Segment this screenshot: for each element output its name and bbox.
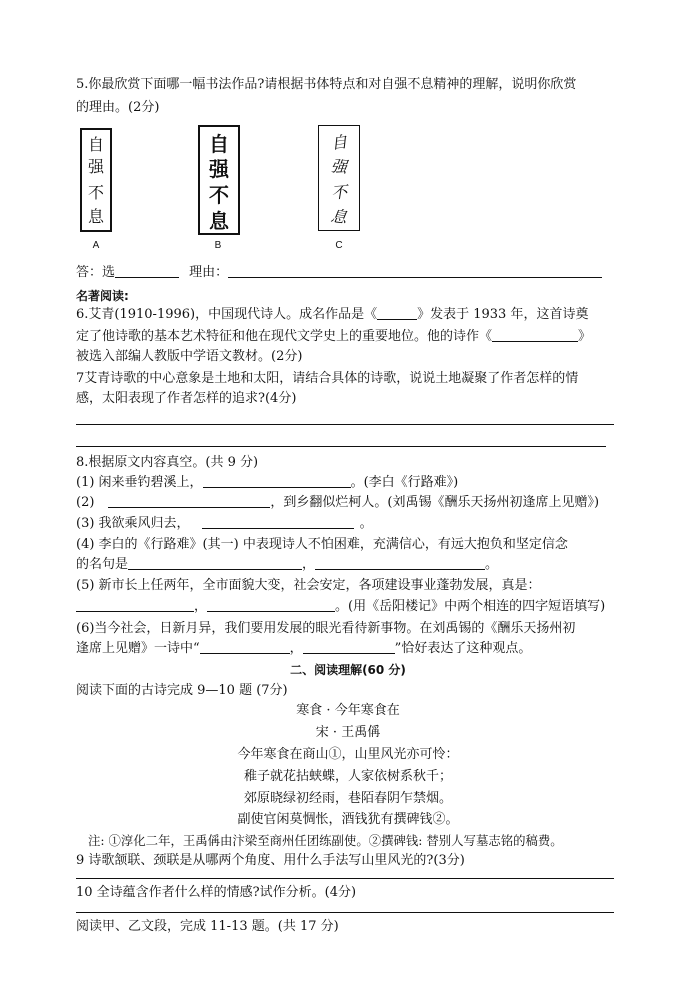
calligraphy-b-char-2: 强 (209, 157, 229, 181)
q8-item-2-text-a: (2) (76, 495, 95, 510)
q5-reason-blank[interactable] (228, 264, 602, 278)
q8-item-5-blank-1[interactable] (76, 598, 194, 612)
q7-answer-line-1[interactable] (76, 424, 614, 425)
q6-textbook-poem-blank[interactable] (492, 328, 578, 342)
q6-line3: 被选入部编人教版中学语文教材。(2分) (76, 349, 303, 364)
calligraphy-c-char-2: 强 (329, 156, 348, 177)
calligraphy-c-char-4: 息 (329, 205, 349, 228)
calligraphy-b-label: B (214, 240, 222, 251)
q10-answer-line[interactable] (76, 912, 614, 913)
q8-item-4-blank-1[interactable] (128, 556, 302, 570)
poem-line-2: 稚子就花拈蛱蝶，人家依树系秋千； (243, 769, 452, 784)
calligraphy-c-label: C (335, 240, 343, 251)
poem-author: 宋 · 王禹偁 (315, 725, 381, 740)
poem-line-3: 郊原晓绿初经雨，巷陌春阴乍禁烟。 (243, 791, 452, 806)
q8-item-4-text-a: 的名句是 (76, 557, 129, 572)
calligraphy-b-char-1: 自 (209, 132, 229, 156)
q6-line2 (76, 328, 591, 346)
q8-item-5-text-mid: ， (194, 599, 208, 614)
q8-item-6-line2 (76, 640, 531, 658)
section-reading-heading: 二、阅读理解(60 分) (290, 663, 406, 677)
q9-answer-line[interactable] (76, 878, 614, 879)
q8-item-6-text-b: ， (289, 641, 303, 656)
q9-prompt: 9 诗歌颔联、颈联是从哪两个角度、用什么手法写山里风光的?(3分) (76, 853, 465, 868)
q5-reason-label: 理由： (189, 265, 229, 280)
q6-line2-text-b: 》 (578, 329, 592, 344)
q8-item-1-text-a: (1) 闲来垂钓碧溪上， (76, 475, 203, 490)
q8-item-3 (76, 515, 373, 533)
q5-line2: 的理由。(2分) (76, 100, 160, 115)
q8-item-3-text-b: 。 (359, 516, 373, 531)
poem-intro: 阅读下面的古诗完成 9—10 题 (7分) (76, 683, 288, 698)
q8-item-2 (76, 494, 599, 512)
q8-item-6-text-c: ”恰好表达了这种观点。 (394, 641, 532, 656)
q8-item-3-text-a: (3) 我欲乘风归去， (76, 516, 190, 531)
q8-item-4-text-b: ， (302, 557, 316, 572)
q8-item-3-blank[interactable] (202, 515, 354, 529)
calligraphy-a-char-3: 不 (87, 183, 104, 202)
calligraphy-a-char-1: 自 (87, 135, 104, 154)
q8-title: 8.根据原文内容真空。(共 9 分) (76, 455, 259, 470)
q5-answer-line (76, 264, 602, 282)
q8-item-1-text-b: 。(李白《行路难》) (350, 475, 459, 490)
q10-prompt: 10 全诗蕴含作者什么样的情感?试作分析。(4分) (76, 885, 357, 900)
calligraphy-a-char-2: 强 (87, 157, 104, 176)
q6-line1-text-a: 6.艾青(1910-1996)，中国现代诗人。成名作品是《 (76, 307, 378, 322)
q8-item-4-line2 (76, 556, 498, 574)
q8-item-2-text-b: ，到乡翻似烂柯人。(刘禹锡《酬乐天扬州初逢席上见赠》) (270, 495, 600, 510)
q6-line2-text-a: 定了他诗歌的基本艺术特征和他在现代文学史上的重要地位。他的诗作《 (76, 329, 493, 344)
q8-item-6-blank-2[interactable] (303, 640, 395, 654)
calligraphy-b-char-3: 不 (209, 183, 229, 207)
q8-item-4-blank-2[interactable] (315, 556, 485, 570)
q8-item-6-text-a: 逢席上见赠》一诗中“ (76, 641, 200, 656)
q8-item-5-line1: (5) 新市长上任两年，全市面貌大变，社会安定，各项建设事业蓬勃发展，真是： (76, 578, 541, 593)
q5-line1: 5.你最欣赏下面哪一幅书法作品?请根据书体特点和对自强不息精神的理解，说明你欣赏 (76, 77, 577, 92)
q8-item-6-line1: (6)当今社会，日新月异，我们要用发展的眼光看待新事物。在刘禹锡的《酬乐天扬州初 (76, 621, 576, 636)
q8-item-5-text-end: 。(用《岳阳楼记》中两个相连的四字短语填写) (335, 599, 606, 614)
q8-item-5-line2 (76, 598, 605, 616)
q8-item-2-blank[interactable] (108, 494, 270, 508)
q7-answer-line-2[interactable] (76, 446, 606, 447)
calligraphy-a-label: A (92, 240, 100, 251)
calligraphy-c-char-1: 自 (329, 131, 349, 154)
calligraphy-a-char-4: 息 (87, 207, 104, 226)
q8-item-1 (76, 474, 458, 492)
poem-title: 寒食 · 今年寒食在 (296, 703, 400, 718)
q6-famous-work-blank[interactable] (377, 306, 417, 320)
calligraphy-c-char-3: 不 (330, 182, 348, 203)
q5-choice-blank[interactable] (115, 264, 179, 278)
q7-line2: 感，太阳表现了作者怎样的追求?(4分) (76, 391, 297, 406)
q8-item-4-text-c: 。 (485, 557, 499, 572)
q6-line1-text-b: 》发表于 1933 年，这首诗奠 (417, 307, 589, 322)
poem-line-1: 今年寒食在商山①，山里风光亦可怜： (237, 747, 459, 762)
q7-line1: 7艾青诗歌的中心意象是土地和太阳，请结合具体的诗歌，说说土地凝聚了作者怎样的情 (76, 371, 579, 386)
q8-item-5-blank-2[interactable] (207, 598, 335, 612)
section-classics-heading: 名著阅读: (76, 289, 129, 303)
q8-item-1-blank[interactable] (203, 474, 351, 488)
poem-note: 注: ①淳化二年，王禹偁由汴梁至商州任团练副使。②撰碑钱: 替别人写墓志铭的稿费。 (88, 833, 563, 848)
calligraphy-b-char-4: 息 (209, 209, 229, 233)
q8-item-4-line1: (4) 李白的《行路难》(其一) 中表现诗人不怕困难，充满信心，有远大抱负和坚定信念 (76, 537, 568, 552)
poem-line-4: 副使官闲莫惆怅，酒钱犹有撰碑钱②。 (237, 812, 459, 827)
q11-intro: 阅读甲、乙文段，完成 11-13 题。(共 17 分) (76, 919, 339, 934)
q5-answer-prefix: 答：选 (76, 265, 116, 280)
q8-item-6-blank-1[interactable] (200, 640, 290, 654)
q6-line1 (76, 306, 588, 324)
